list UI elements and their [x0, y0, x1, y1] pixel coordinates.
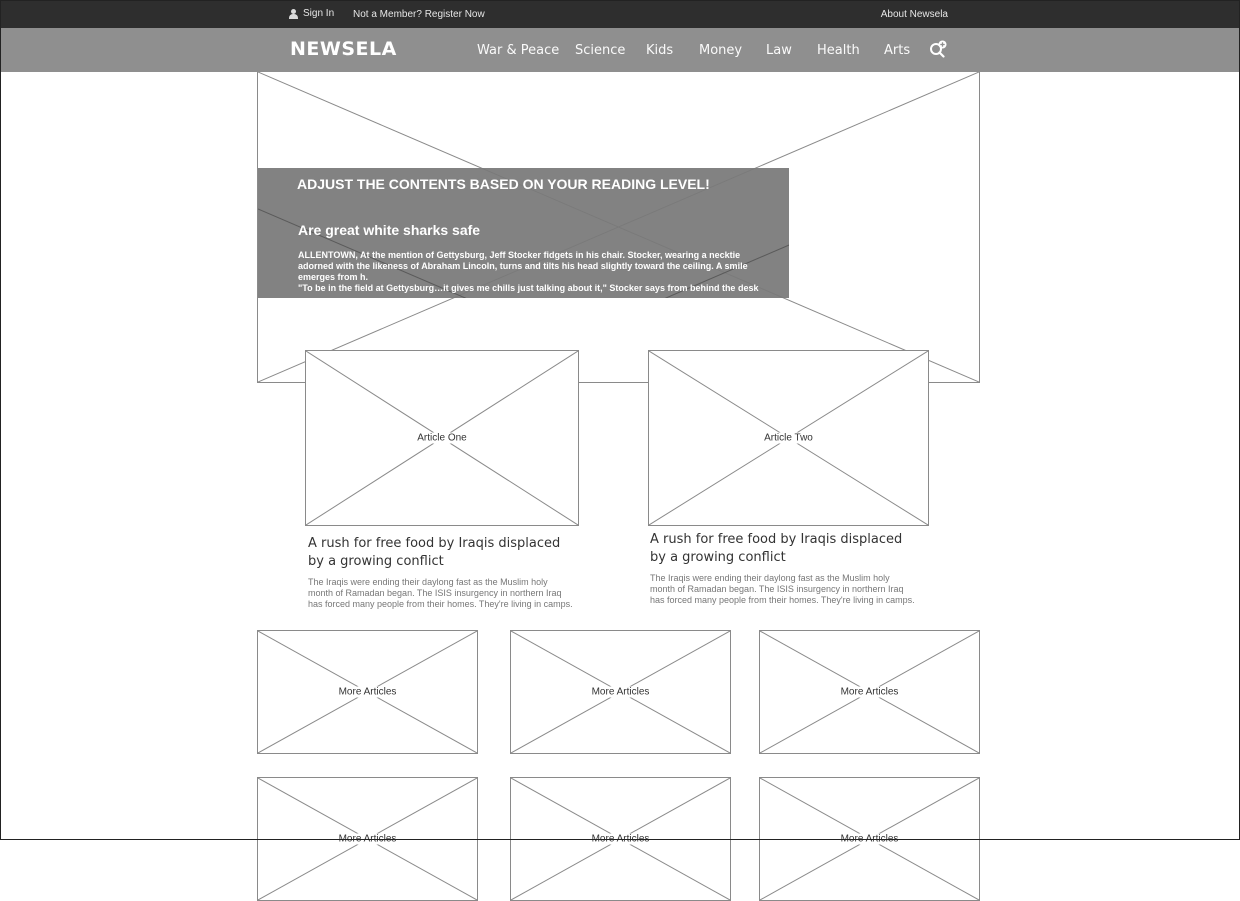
- top-utility-bar: [0, 0, 1240, 28]
- article-one-image[interactable]: [305, 350, 579, 526]
- article-two-image-label: Article Two: [764, 432, 813, 444]
- hero-overlay[interactable]: [258, 168, 789, 298]
- article-two-image[interactable]: [648, 350, 929, 526]
- more-articles-label: More Articles: [338, 686, 397, 698]
- more-articles-label: More Articles: [591, 686, 650, 698]
- more-articles-card[interactable]: [759, 777, 980, 901]
- sign-in-label: Sign In: [303, 8, 335, 19]
- more-articles-label: More Articles: [840, 686, 899, 698]
- nav-item-war-peace[interactable]: War & Peace: [477, 43, 560, 58]
- user-icon: [289, 9, 298, 19]
- sign-in-link[interactable]: [289, 8, 334, 19]
- more-articles-label: More Articles: [591, 833, 650, 845]
- nav-item-science[interactable]: Science: [575, 43, 626, 58]
- hero-body: [298, 250, 768, 294]
- search-icon[interactable]: [929, 40, 947, 58]
- more-articles-card[interactable]: [510, 777, 731, 901]
- article-two-title[interactable]: A rush for free food by Iraqis displaced by a growing conflict: [650, 532, 903, 565]
- more-articles-card[interactable]: [759, 630, 980, 754]
- about-link[interactable]: About Newsela: [880, 9, 948, 20]
- article-one-summary: The Iraqis were ending their daylong fast as the Muslim holy month of Ramadan began. The ISIS insurgency in northern Iraq has forced many people from their homes. They're living in camps.: [308, 577, 573, 609]
- article-one-title[interactable]: A rush for free food by Iraqis displaced by a growing conflict: [308, 536, 561, 569]
- more-articles-label: More Articles: [840, 833, 899, 845]
- nav-item-law[interactable]: Law: [766, 43, 792, 58]
- nav-item-health[interactable]: Health: [817, 43, 860, 58]
- site-logo[interactable]: NEWSELA: [290, 38, 397, 60]
- article-two-summary: The Iraqis were ending their daylong fast as the Muslim holy month of Ramadan began. The ISIS insurgency in northern Iraq has forced many people from their homes. They're living in camps.: [650, 573, 915, 605]
- more-articles-card[interactable]: [510, 630, 731, 754]
- main-nav-bar: [0, 28, 1240, 72]
- more-articles-label: More Articles: [338, 833, 397, 845]
- hero-paragraph: ALLENTOWN, At the mention of Gettysburg, Jeff Stocker fidgets in his chair. Stocker, wearing a necktie adorned with the likeness of Abraham Lincoln, turns and tilts his head slightly toward the ceiling. A smile emerges from h.: [298, 250, 748, 282]
- article-one-image-label: Article One: [417, 432, 467, 444]
- hero-paragraph: "To be in the field at Gettysburg…it gives me chills just talking about it," Stocker says from behind the desk: [298, 283, 759, 293]
- nav-item-arts[interactable]: Arts: [884, 43, 911, 58]
- more-articles-card[interactable]: [257, 777, 478, 901]
- nav-item-kids[interactable]: Kids: [646, 43, 674, 58]
- register-link[interactable]: Not a Member? Register Now: [353, 9, 485, 20]
- hero-heading: ADJUST THE CONTENTS BASED ON YOUR READING LEVEL!: [297, 176, 710, 192]
- nav-item-money[interactable]: Money: [699, 43, 743, 58]
- hero-title: Are great white sharks safe: [298, 222, 481, 238]
- more-articles-card[interactable]: [257, 630, 478, 754]
